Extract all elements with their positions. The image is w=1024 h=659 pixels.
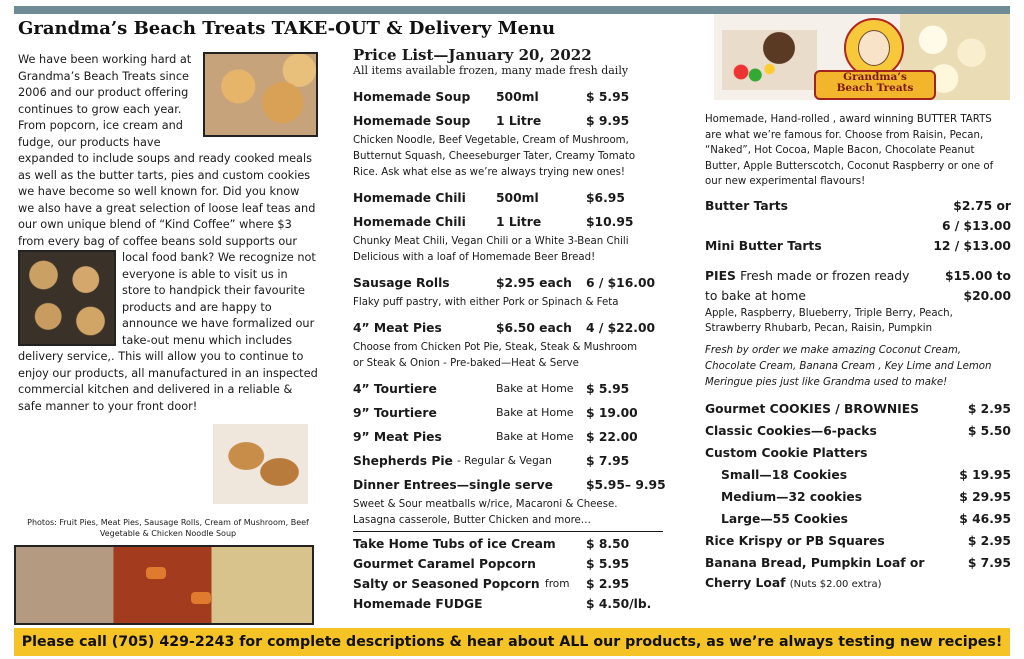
item-name: Take Home Tubs of ice Cream: [353, 537, 556, 551]
item-name: Gourmet COOKIES / BROWNIES: [705, 401, 920, 416]
menu-row: [705, 399, 1011, 421]
menu-row: [353, 109, 673, 133]
item-size: 500ml: [496, 90, 539, 104]
sausage-description: Flaky puff pastry, with either Pork or Spinach & Feta: [353, 297, 619, 308]
photo-caption: Photos: Fruit Pies, Meat Pies, Sausage Rolls, Cream of Mushroom, Beef Vegetable & Chicken Noodle Soup: [27, 518, 309, 538]
item-price: $ 19.95: [959, 467, 1011, 482]
item-price: $ 8.50: [586, 537, 630, 551]
item-price: $2.75 or 6 / $13.00: [941, 198, 1011, 233]
sausage-rolls-photo: [213, 424, 308, 504]
platter-row: [705, 487, 1011, 509]
menu-row: [353, 594, 673, 614]
menu-row: [353, 574, 673, 594]
top-accent-bar: [14, 6, 1010, 14]
item-price: $ 19.00: [586, 406, 638, 420]
cream-pies-description: Fresh by order we make amazing Coconut Cream, Chocolate Cream, Banana Cream , Key Lime and Lemon Meringue pies just like Grandma used to make!: [705, 344, 992, 388]
item-note: Bake at Home: [496, 382, 574, 395]
item-price: 12 / $13.00: [933, 238, 1011, 253]
item-name: Mini Butter Tarts: [705, 238, 822, 253]
item-name: Butter Tarts: [705, 198, 788, 213]
item-price: $ 22.00: [586, 430, 638, 444]
item-name: Custom Cookie Platters: [705, 445, 868, 460]
item-name: Classic Cookies—6-packs: [705, 423, 877, 438]
item-name: Banana Bread, Pumpkin Loaf or Cherry Loaf (Nuts $2.00 extra): [705, 555, 925, 590]
item-name: Homemade Chili: [353, 191, 466, 205]
item-each: $6.50 each: [496, 321, 572, 335]
meatpies-description: Choose from Chicken Pot Pie, Steak, Steak & Mushroom or Steak & Onion - Pre-baked—Heat & Serve: [353, 342, 638, 369]
header-banner-photo: [714, 14, 1010, 100]
item-each: $2.95 each: [496, 276, 572, 290]
menu-row: [353, 186, 673, 210]
item-name: Gourmet Caramel Popcorn: [353, 557, 536, 571]
item-name: Sausage Rolls: [353, 276, 450, 290]
soup-description: Chicken Noodle, Beef Vegetable, Cream of Mushroom, Butternut Squash, Cheeseburger Tater, Creamy Tomato Rice. Ask what else as we’re always trying new ones!: [353, 135, 636, 178]
logo-ribbon: [814, 70, 936, 100]
item-from: from: [545, 578, 570, 590]
item-name: Large—55 Cookies: [721, 511, 849, 526]
item-price: $ 5.95: [586, 382, 630, 396]
menu-row: [353, 449, 673, 473]
soup-photo-strip: [14, 545, 314, 625]
item-name: Homemade Soup: [353, 90, 471, 104]
meat-pies-photo: [18, 250, 116, 346]
item-size: 1 Litre: [496, 114, 542, 128]
menu-row: [353, 377, 673, 401]
price-list-title: Price List—January 20, 2022: [353, 46, 592, 64]
item-price: $ 5.50: [967, 423, 1011, 438]
fudge-treats-photo: [722, 30, 817, 90]
item-name: 4” Meat Pies: [353, 321, 442, 335]
section-divider: [353, 531, 663, 532]
grandma-face-icon: [858, 30, 890, 66]
menu-row: [353, 425, 673, 449]
item-price: $10.95: [586, 215, 634, 229]
item-price: $6.95: [586, 191, 625, 205]
item-price: $ 7.95: [586, 454, 630, 468]
intro-text: [18, 52, 318, 415]
item-name: Small—18 Cookies: [721, 467, 848, 482]
item-price: $5.95– 9.95: [586, 478, 666, 492]
logo-text-line2: Beach Treats: [836, 82, 914, 94]
price-list: [353, 46, 673, 614]
item-name: Shepherds Pie: [353, 454, 453, 468]
item-name: 4” Tourtiere: [353, 382, 437, 396]
menu-row: [705, 266, 1011, 306]
item-name: Rice Krispy or PB Squares: [705, 533, 885, 548]
item-price: $ 5.95: [586, 90, 630, 104]
menu-row: [353, 554, 673, 574]
item-name: Dinner Entrees—single serve: [353, 478, 554, 492]
item-name: Homemade FUDGE: [353, 597, 483, 611]
carrot-piece: [191, 592, 211, 604]
menu-row: [705, 196, 1011, 236]
menu-row: [705, 443, 1011, 465]
item-price: $ 29.95: [959, 489, 1011, 504]
footer-call-banner: Please call (705) 429-2243 for complete descriptions & hear about ALL our products, as we’re always testing new recipes!: [14, 628, 1010, 656]
carrot-piece: [146, 567, 166, 579]
item-name: Homemade Chili: [353, 215, 466, 229]
menu-row: [353, 85, 673, 109]
item-note: - Regular & Vegan: [457, 455, 552, 467]
grandma-logo: [844, 18, 904, 78]
menu-row: [353, 401, 673, 425]
menu-row: [705, 421, 1011, 443]
menu-row: [353, 210, 673, 234]
platter-row: [705, 509, 1011, 531]
pie-flavours: Apple, Raspberry, Blueberry, Triple Berry, Peach, Strawberry Rhubarb, Pecan, Raisin, Pumpkin: [705, 307, 953, 334]
intro-paragraph-1: We have been working hard at Grandma’s Beach Treats since 2006 and our product offering continues to grow each year. From popcorn, ice cream and fudge, our products have expanded to include soups and ready cooked meals as well as the butter tarts, pies and custom cookies we have become so well known for. Did you know we also have a great selection of loose leaf teas and our own unique blend of “Kind Coffee” where $3 from every bag of coffee beans sold supports our local food bank?: [18, 53, 316, 264]
fruit-pies-photo: [203, 52, 318, 137]
item-price: $ 9.95: [586, 114, 630, 128]
menu-row: [353, 534, 673, 554]
item-price: 4 / $22.00: [586, 321, 656, 335]
item-price: $ 2.95: [967, 401, 1011, 416]
item-size: 1 Litre: [496, 215, 542, 229]
intro-paragraph-2: We recognize not everyone is able to visit us in store to handpick their favourite products and are happy to announce we have formalized our take-out menu which includes delivery service,. This will allow you to continue to enjoy our products, all manufactured in an inspected commercial kitchen and delivered in a reliable & safe manner to your front door!: [18, 251, 318, 413]
right-column: [705, 112, 1011, 595]
item-price: $ 2.95: [586, 577, 630, 591]
menu-row: [353, 316, 673, 340]
item-name: 9” Tourtiere: [353, 406, 437, 420]
chili-description: Chunky Meat Chili, Vegan Chili or a White 3-Bean Chili Delicious with a loaf of Homemade Beer Bread!: [353, 236, 629, 263]
item-name: Medium—32 cookies: [721, 489, 863, 504]
item-price: $ 5.95: [586, 557, 630, 571]
dinner-description: Sweet & Sour meatballs w/rice, Macaroni & Cheese. Lasagna casserole, Butter Chicken and more…: [353, 499, 618, 526]
item-price: $ 7.95: [967, 555, 1011, 570]
price-list-subtitle: All items available frozen, many made fresh daily: [353, 64, 629, 77]
butter-tarts-description: Homemade, Hand-rolled , award winning BUTTER TARTS are what we’re famous for. Choose from Raisin, Pecan, “Naked”, Hot Cocoa, Maple Bacon, Chocolate Peanut Butter, Apple Butterscotch, Coconut Raspberry or one of our new experimental flavours!: [705, 114, 994, 187]
item-note: Bake at Home: [496, 406, 574, 419]
item-price: $ 4.50/lb.: [586, 597, 652, 611]
item-name: PIES Fresh made or frozen ready to bake at home: [705, 268, 910, 303]
page-title: Grandma’s Beach Treats TAKE-OUT & Delivery Menu: [18, 18, 556, 39]
menu-row: [705, 236, 1011, 258]
menu-row: [705, 553, 1011, 595]
item-name: Salty or Seasoned Popcorn: [353, 577, 540, 591]
item-size: 500ml: [496, 191, 539, 205]
item-name: 9” Meat Pies: [353, 430, 442, 444]
item-price: $15.00 to $20.00: [944, 268, 1011, 303]
item-price: 6 / $16.00: [586, 276, 656, 290]
item-note: Bake at Home: [496, 430, 574, 443]
item-price: $ 2.95: [967, 533, 1011, 548]
logo-text-line1: Grandma’s: [843, 71, 907, 83]
menu-row: [353, 473, 673, 497]
platter-row: [705, 465, 1011, 487]
item-name: Homemade Soup: [353, 114, 471, 128]
item-price: $ 46.95: [959, 511, 1011, 526]
menu-row: [705, 531, 1011, 553]
menu-row: [353, 271, 673, 295]
